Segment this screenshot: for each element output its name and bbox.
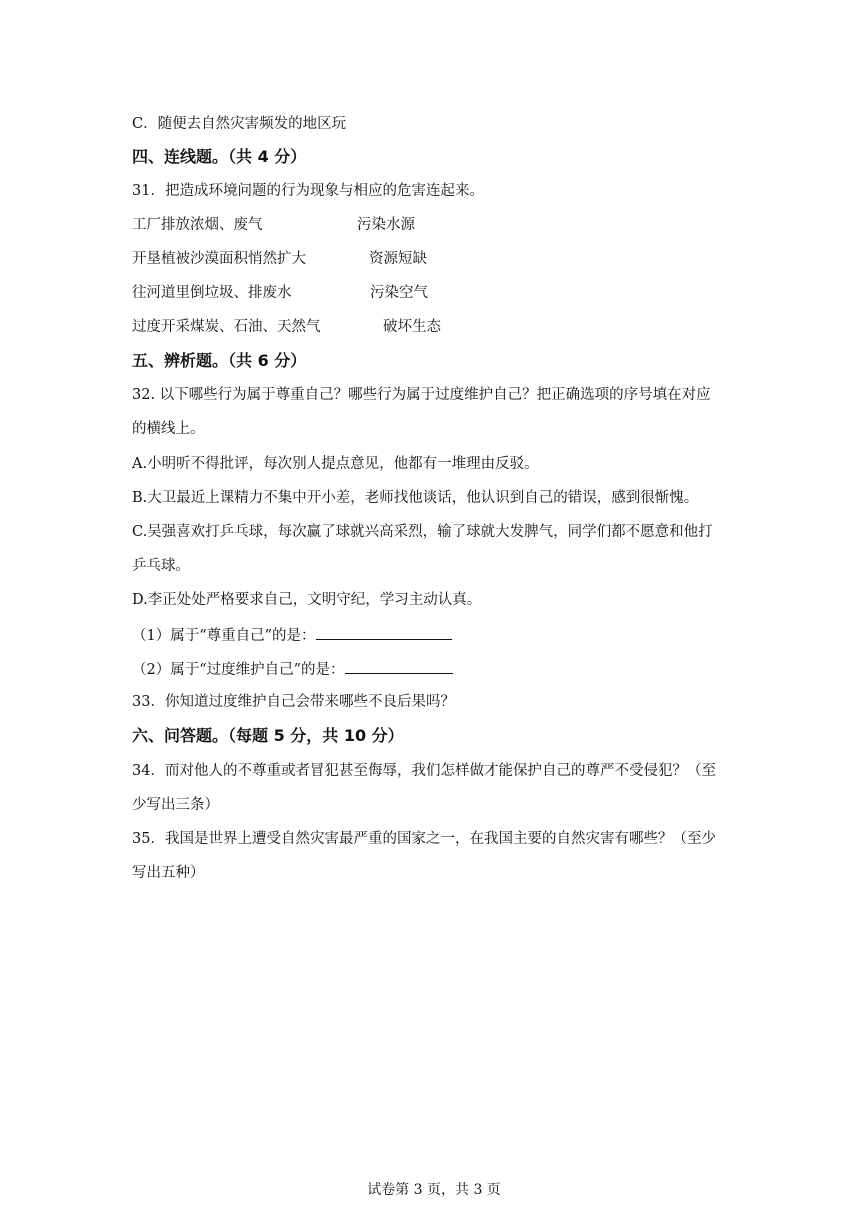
match-right-1: 污染水源 <box>357 217 415 233</box>
question-34-line-2: 少写出三条） <box>132 797 219 813</box>
question-32-line-2: 的横线上。 <box>132 421 205 437</box>
question-35-line-2: 写出五种） <box>132 865 205 881</box>
blank-row-2 <box>132 658 453 680</box>
match-left-2: 开垦植被沙漠面积悄然扩大 <box>132 251 306 267</box>
option-b-text: B.大卫最近上课精力不集中开小差，老师找他谈话，他认识到自己的错误，感到很惭愧。 <box>132 490 699 506</box>
section-4-heading: 四、连线题。（共 4 分） <box>132 147 307 166</box>
match-right-3: 污染空气 <box>370 285 428 301</box>
section-5-heading: 五、辨析题。（共 6 分） <box>132 351 307 370</box>
match-left-1: 工厂排放浓烟、废气 <box>132 217 263 233</box>
option-c-line-1: C.吴强喜欢打乒乓球，每次赢了球就兴高采烈，输了球就大发脾气，同学们都不愿意和他打 <box>132 524 713 540</box>
blank-row-1 <box>132 624 452 646</box>
question-32-line-1: 32. 以下哪些行为属于尊重自己？哪些行为属于过度维护自己？把正确选项的序号填在对应 <box>132 387 711 403</box>
option-c-line-2: 乒乓球。 <box>132 558 190 574</box>
question-35-line-1: 35．我国是世界上遭受自然灾害最严重的国家之一，在我国主要的自然灾害有哪些？（至少 <box>132 831 716 847</box>
answer-blank-1[interactable] <box>316 624 452 640</box>
section-6-heading: 六、问答题。（每题 5 分，共 10 分） <box>132 726 404 745</box>
match-left-4: 过度开采煤炭、石油、天然气 <box>132 319 321 335</box>
question-31: 31．把造成环境问题的行为现象与相应的危害连起来。 <box>132 183 484 199</box>
match-left-3: 往河道里倒垃圾、排废水 <box>132 285 292 301</box>
match-right-2: 资源短缺 <box>369 251 427 267</box>
page-footer: 试卷第 3 页，共 3 页 <box>367 1182 501 1198</box>
blank-2-label: （2）属于“过度维护自己”的是： <box>132 662 345 678</box>
question-34-line-1: 34．而对他人的不尊重或者冒犯甚至侮辱，我们怎样做才能保护自己的尊严不受侵犯？（至 <box>132 763 716 779</box>
option-c-text: C．随便去自然灾害频发的地区玩 <box>132 116 347 132</box>
blank-1-label: （1）属于“尊重自己”的是： <box>132 628 316 644</box>
answer-blank-2[interactable] <box>345 658 453 674</box>
option-a-text: A.小明听不得批评，每次别人提点意见，他都有一堆理由反驳。 <box>132 456 539 472</box>
option-d-text: D.李正处处严格要求自己，文明守纪，学习主动认真。 <box>132 592 482 608</box>
question-33: 33．你知道过度维护自己会带来哪些不良后果吗？ <box>132 694 455 710</box>
match-right-4: 破坏生态 <box>383 319 441 335</box>
